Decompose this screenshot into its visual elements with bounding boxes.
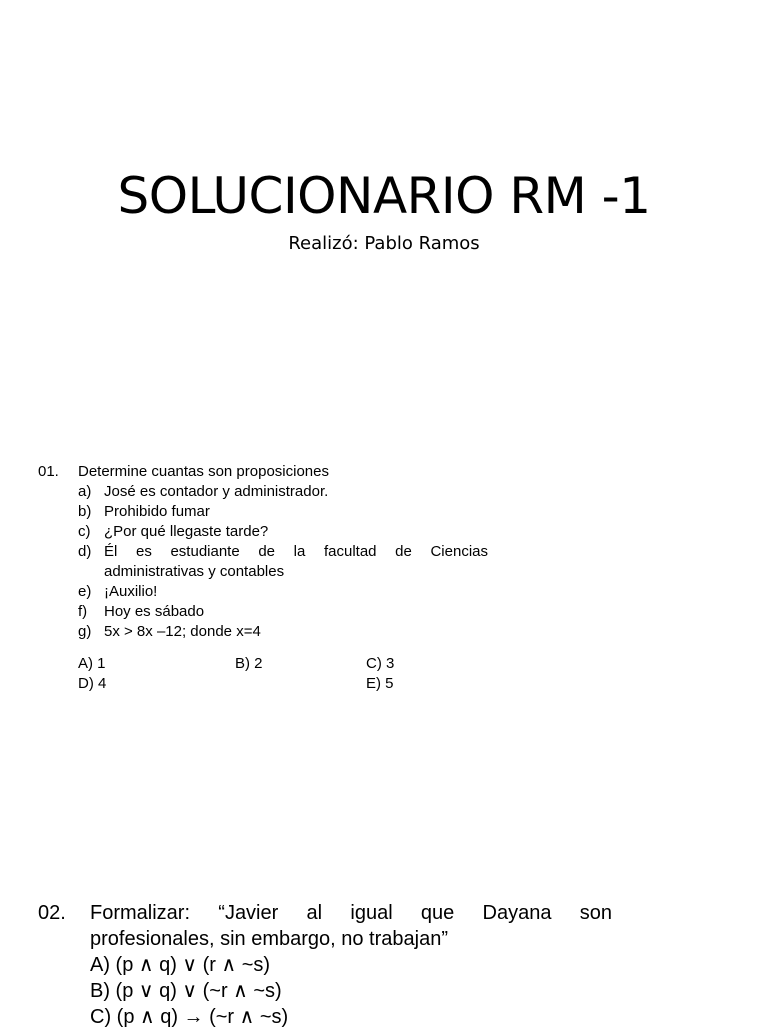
statement-item (78, 602, 488, 622)
question-1 (38, 462, 488, 694)
statement-label: e) (78, 583, 92, 600)
question-1-header (38, 462, 488, 482)
statement-text: ¿Por qué llegaste tarde? (104, 523, 269, 540)
statement-label: c) (78, 523, 91, 540)
statement-label: a) (78, 483, 92, 500)
statement-item (78, 482, 488, 502)
statement-label: b) (78, 503, 92, 520)
statement-label: d) (78, 543, 92, 560)
statement-item (78, 542, 488, 562)
question-2-header (38, 900, 612, 926)
author-line: Realizó: Pablo Ramos (288, 233, 480, 254)
statement-item (78, 502, 488, 522)
question-prompt-continuation: profesionales, sin embargo, no trabajan” (90, 928, 448, 950)
answer-option-d: D) 4 (78, 675, 107, 692)
question-2 (38, 900, 612, 1030)
question-number: 01. (38, 463, 59, 480)
document-title: SOLUCIONARIO RM -1 (117, 167, 651, 225)
statement-text: 5x > 8x –12; donde x=4 (104, 623, 261, 640)
statement-text: José es contador y administrador. (104, 483, 329, 500)
statement-item (78, 622, 488, 642)
statement-list (38, 482, 488, 562)
question-number: 02. (38, 902, 66, 924)
question-prompt: Formalizar: “Javier al igual que Dayana son (90, 902, 612, 924)
statement-list (38, 582, 488, 642)
answer-option-b: B) (p ∨ q) ∨ (~r ∧ ~s) (90, 980, 282, 1002)
answer-option-a: A) 1 (78, 655, 106, 672)
statement-continuation: administrativas y contables (104, 563, 285, 580)
answer-option-c: C) 3 (366, 655, 395, 672)
statement-item (78, 522, 488, 542)
answer-option-a: A) (p ∧ q) ∨ (r ∧ ~s) (90, 954, 271, 976)
statement-item (78, 582, 488, 602)
statement-text: Hoy es sábado (104, 603, 205, 620)
statement-label: g) (78, 623, 92, 640)
answer-option-b: B) 2 (235, 655, 263, 672)
answer-option-e: E) 5 (366, 675, 394, 692)
question-prompt: Determine cuantas son proposiciones (78, 463, 329, 480)
statement-text: Él es estudiante de la facultad de Ciencias (104, 543, 488, 560)
statement-label: f) (78, 603, 88, 620)
statement-text: Prohibido fumar (104, 503, 210, 520)
statement-text: ¡Auxilio! (104, 583, 158, 600)
answer-options (78, 654, 488, 694)
answer-option-c: C) (p ∧ q) → (~r ∧ ~s) (90, 1006, 289, 1028)
